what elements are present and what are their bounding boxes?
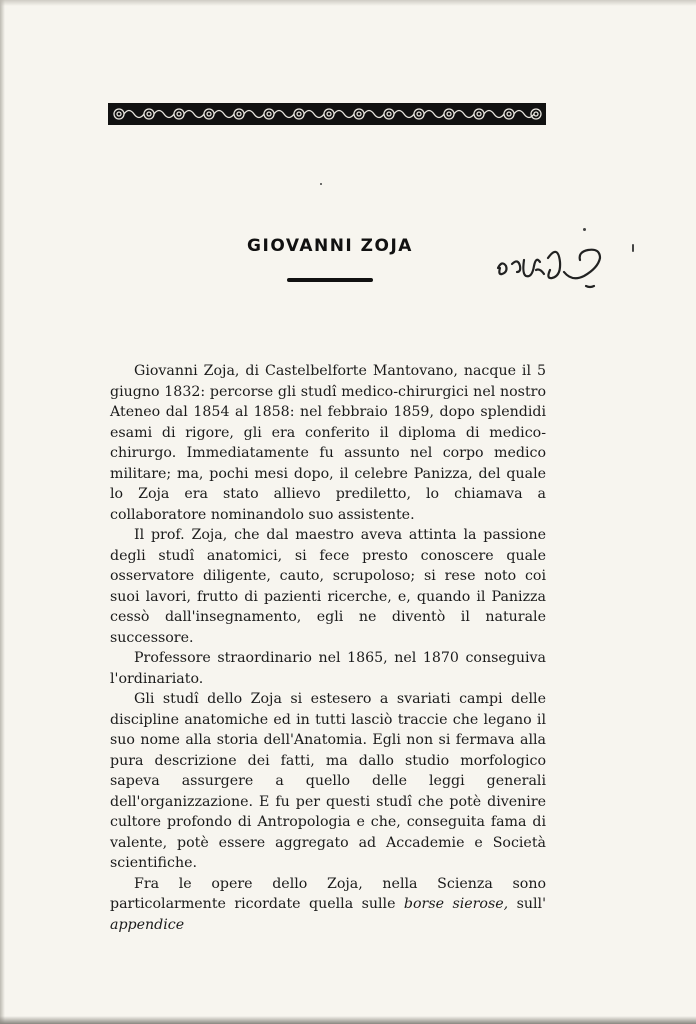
body-text	[110, 361, 546, 935]
paragraph-text: sull'	[508, 896, 546, 912]
scan-speck	[583, 228, 586, 231]
scan-edge-left	[0, 0, 5, 1024]
scan-speck	[632, 244, 634, 252]
paragraph: Professore straordinario nel 1865, nel 1870 conseguiva l'ordinariato.	[110, 650, 546, 687]
page-title: GIOVANNI ZOJA	[247, 236, 413, 256]
scan-speck	[320, 183, 322, 185]
scan-edge-top	[0, 0, 696, 6]
decorative-border-ornament	[108, 103, 546, 125]
paragraph: Giovanni Zoja, di Castelbelforte Mantovano, nacque il 5 giugno 1832: percorse gli studî medico-chirurgici nel nostro Ateneo dal 1854 al 1858: nel febbraio 1859, dopo splendidi esami di rigore, gli era conferito il diploma di medico-chirurgo. Immediatamente fu assunto nel corpo medico militare; ma, pochi mesi dopo, il celebre Panizza, del quale lo Zoja era stato allievo prediletto, lo chiamava a collaboratore nominandolo suo assistente.	[110, 363, 546, 523]
handwritten-signature	[490, 238, 620, 308]
paragraph: Il prof. Zoja, che dal maestro aveva attinta la passione degli studî anatomici, si fece presto conoscere quale osservatore diligente, cauto, scrupoloso; si rese noto coi suoi lavori, frutto di pazienti ricerche, e, quando il Panizza cessò dall'insegnamento, egli ne diventò il naturale successore.	[110, 527, 546, 646]
title-underline-rule	[287, 278, 373, 282]
paragraph-text: Fra le opere dello Zoja, nella Scienza sono particolarmente ricordate quella sulle	[110, 875, 546, 912]
italic-term: borse sierose,	[403, 896, 509, 912]
paragraph	[110, 874, 546, 936]
scan-edge-bottom	[0, 1016, 696, 1024]
italic-term: appendice	[110, 916, 185, 933]
paragraph: Gli studî dello Zoja si estesero a svariati campi delle discipline anatomiche ed in tutti lasciò traccie che legano il suo nome alla storia dell'Anatomia. Egli non si fermava alla pura descrizione dei fatti, ma dallo studio morfologico sapeva assurgere a quello delle leggi generali dell'organizzazione. E fu per questi studî che potè divenire cultore profondo di Antropologia e che, conseguita fama di valente, potè essere aggregato ad Accademie e Società scientifiche.	[110, 691, 546, 871]
